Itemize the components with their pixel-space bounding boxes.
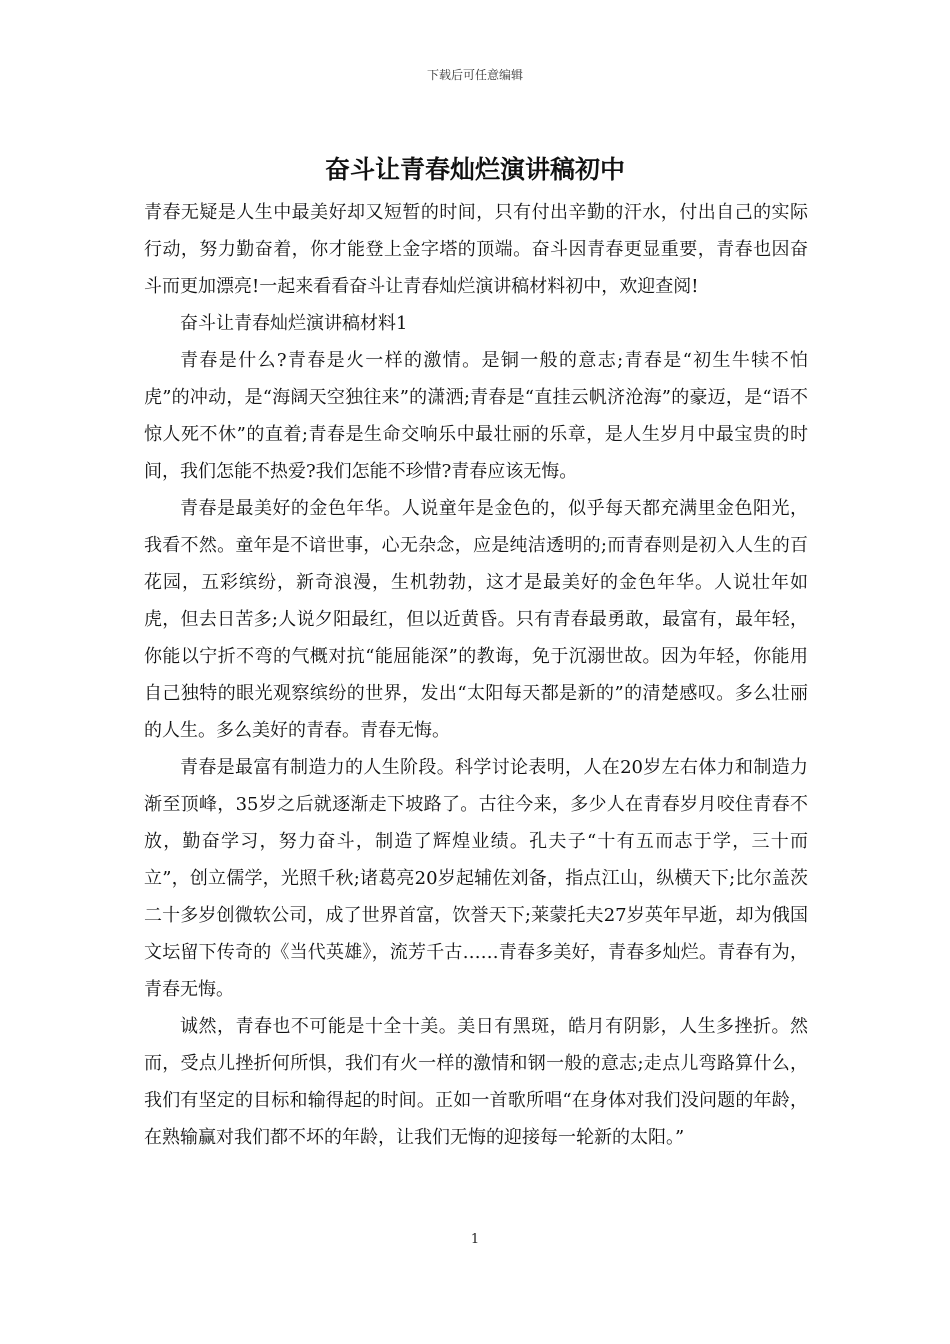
intro-paragraph: 青春无疑是人生中最美好却又短暂的时间，只有付出辛勤的汗水，付出自己的实际行动，努力勤奋着，你才能登上金字塔的顶端。奋斗因青春更显重要，青春也因奋斗而更加漂亮!一起来看看奋斗让青春灿烂演讲稿材料初中，欢迎查阅!	[144, 202, 808, 297]
document-body	[144, 194, 808, 1156]
body-paragraph: 诚然，青春也不可能是十全十美。美日有黑斑，皓月有阴影，人生多挫折。然而，受点儿挫折何所惧，我们有火一样的激情和钢一般的意志;走点儿弯路算什么，我们有坚定的目标和输得起的时间。正如一首歌所唱“在身体对我们没问题的年龄，在熟输赢对我们都不坏的年龄，让我们无悔的迎接每一轮新的太阳。”	[144, 1016, 808, 1148]
page-number: 1	[470, 1232, 480, 1247]
body-paragraph: 青春是最美好的金色年华。人说童年是金色的，似乎每天都充满里金色阳光，我看不然。童年是不谙世事，心无杂念，应是纯洁透明的;而青春则是初入人生的百花园，五彩缤纷，新奇浪漫，生机勃勃，这才是最美好的金色年华。人说壮年如虎，但去日苦多;人说夕阳最红，但以近黄昏。只有青春最勇敢，最富有，最年轻，你能以宁折不弯的气概对抗“能屈能深”的教诲，免于沉溺世故。因为年轻，你能用自己独特的眼光观察缤纷的世界，发出“太阳每天都是新的”的清楚感叹。多么壮丽的人生。多么美好的青春。青春无悔。	[144, 498, 808, 741]
body-paragraph: 青春是什么?青春是火一样的激情。是铜一般的意志;青春是“初生牛犊不怕虎”的冲动，是“海阔天空独往来”的潇洒;青春是“直挂云帆济沧海”的豪迈，是“语不惊人死不休”的直着;青春是生命交响乐中最壮丽的乐章，是人生岁月中最宝贵的时间，我们怎能不热爱?我们怎能不珍惜?青春应该无悔。	[144, 350, 808, 482]
header-note: 下载后可任意编辑	[426, 68, 523, 82]
section-heading: 奋斗让青春灿烂演讲稿材料1	[180, 313, 408, 334]
document-title: 奋斗让青春灿烂演讲稿初中	[324, 155, 625, 184]
body-paragraph: 青春是最富有制造力的人生阶段。科学讨论表明，人在20岁左右体力和制造力渐至顶峰，35岁之后就逐渐走下坡路了。古往今来，多少人在青春岁月咬住青春不放，勤奋学习，努力奋斗，制造了辉煌业绩。孔夫子“十有五而志于学，三十而立”，创立儒学，光照千秋;诸葛亮20岁起辅佐刘备，指点江山，纵横天下;比尔盖茨二十多岁创微软公司，成了世界首富，饮誉天下;莱蒙托夫27岁英年早逝，却为俄国文坛留下传奇的《当代英雄》，流芳千古……青春多美好，青春多灿烂。青春有为，青春无悔。	[144, 757, 808, 1000]
